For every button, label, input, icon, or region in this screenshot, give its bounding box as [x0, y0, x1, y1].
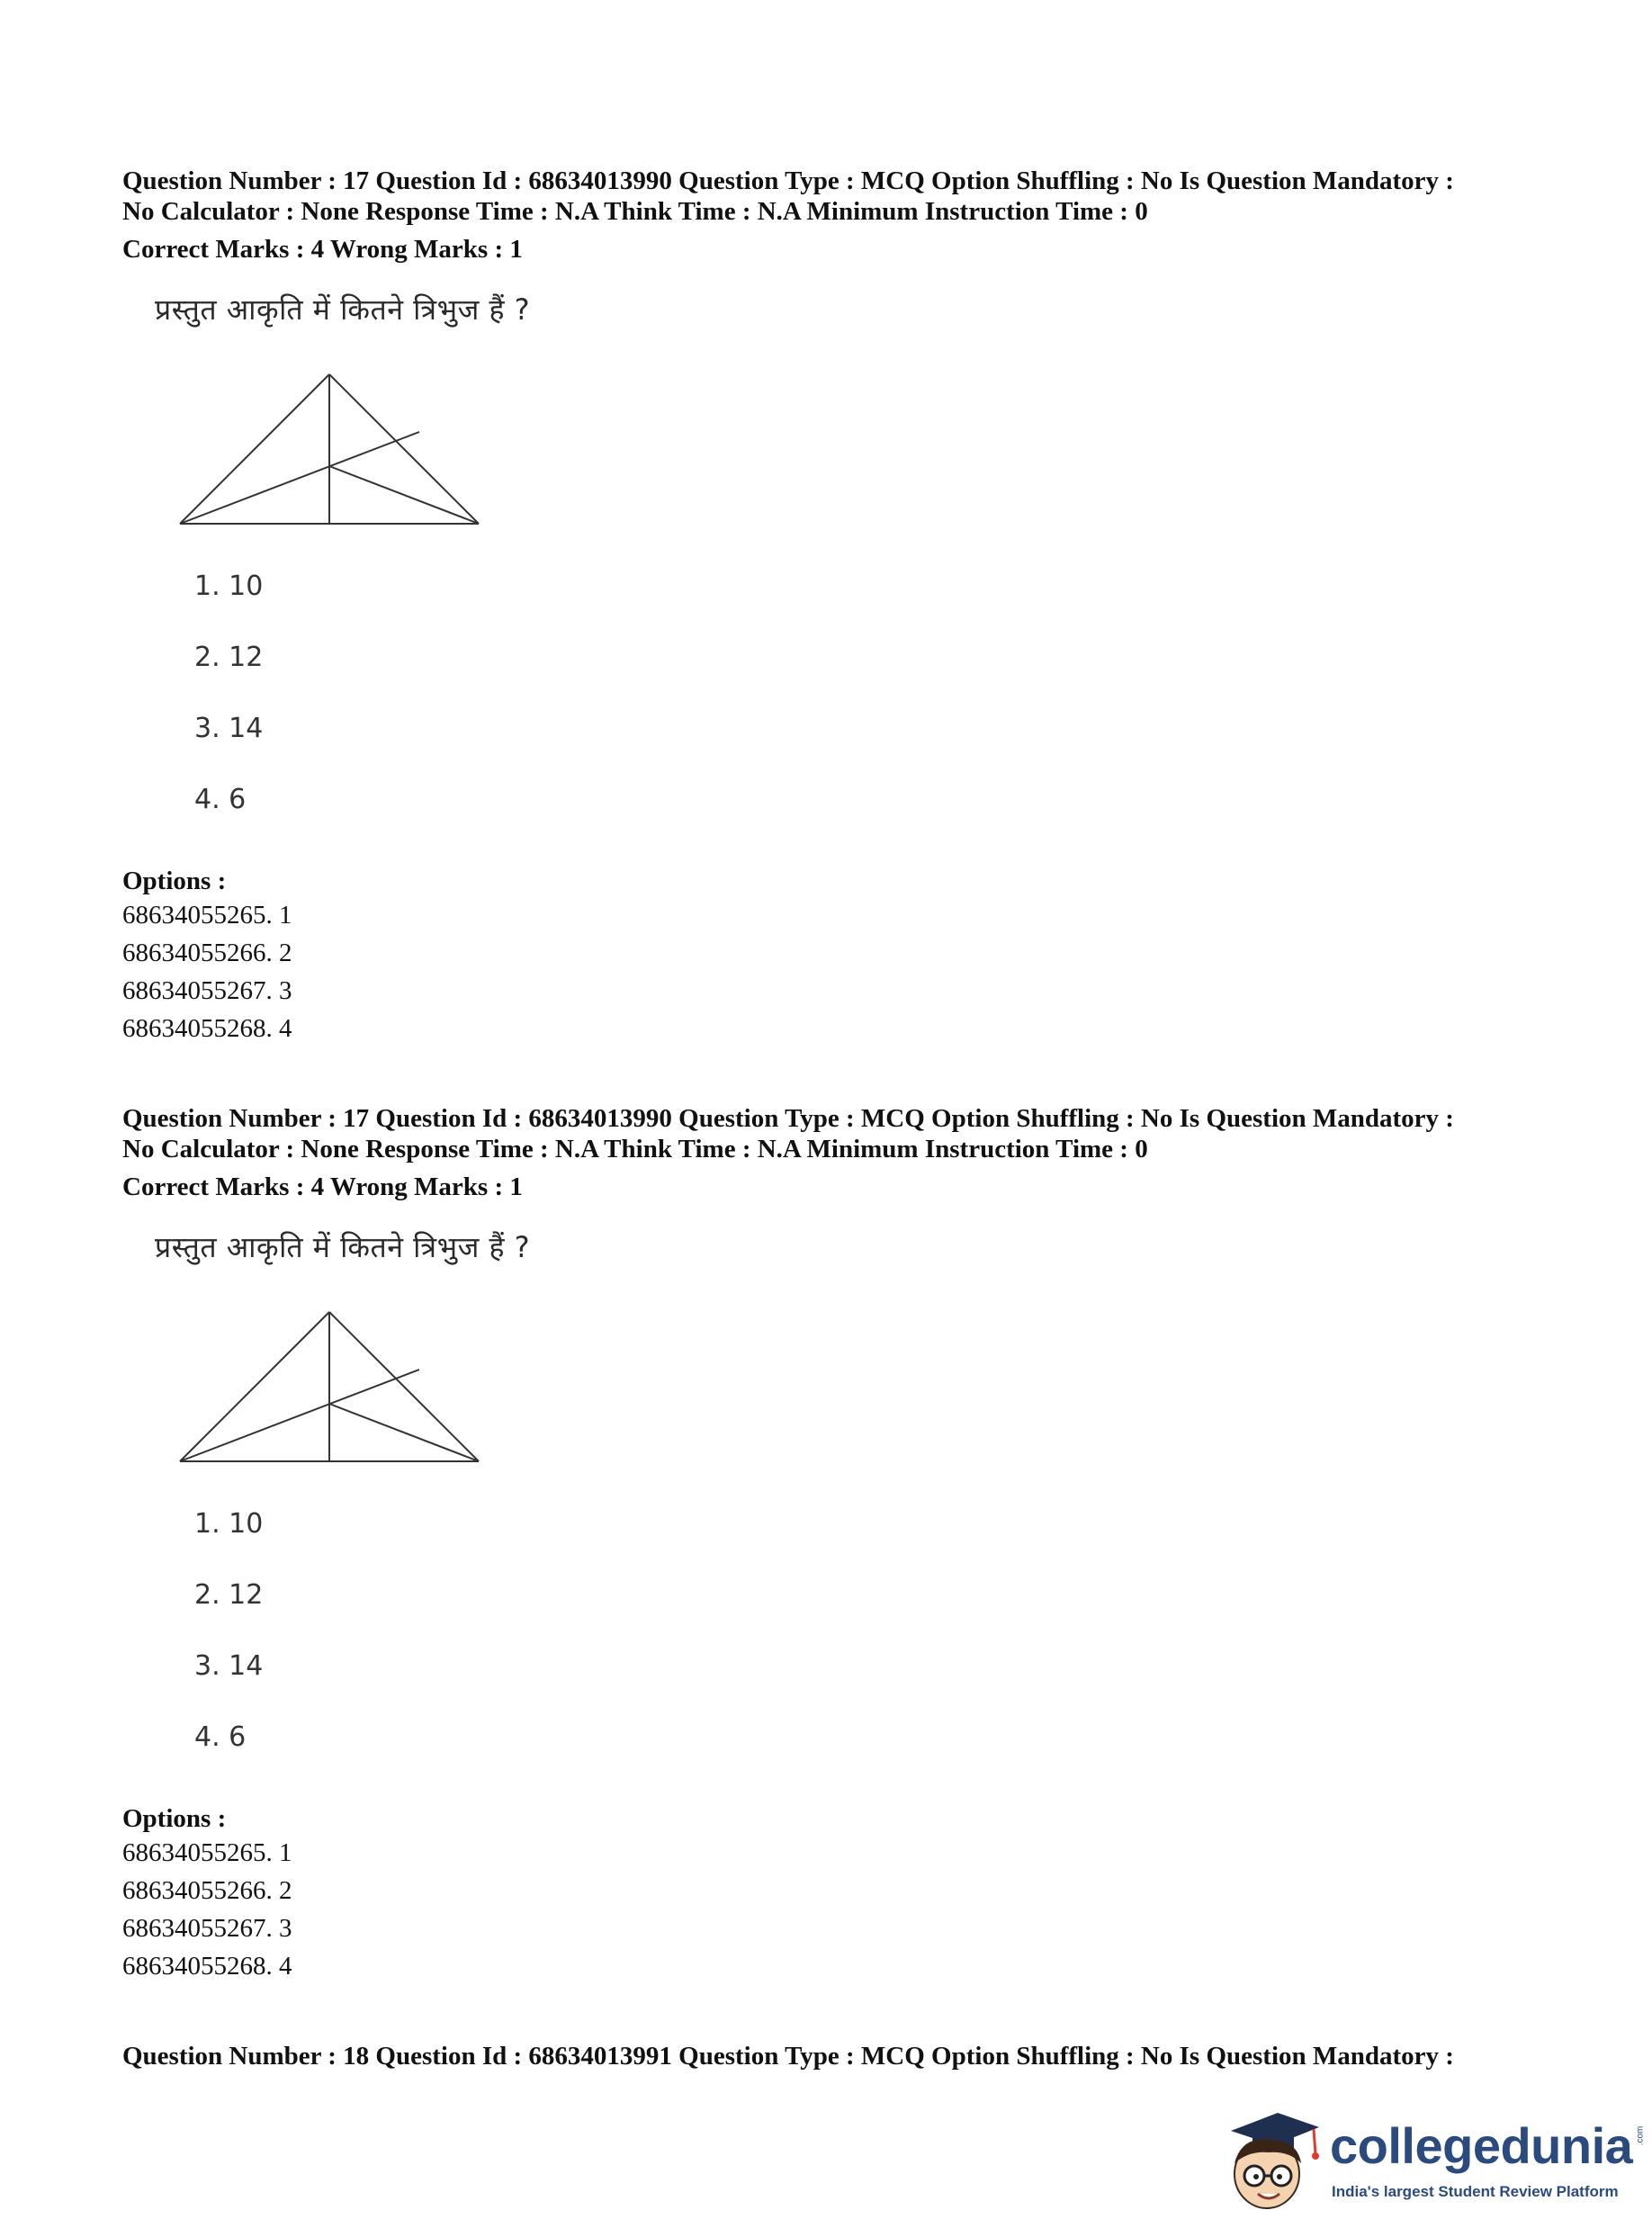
options-block [122, 1803, 1562, 1985]
question-text: प्रस्तुत आकृति में कितने त्रिभुज हैं ? [155, 1230, 531, 1264]
logo-suffix: .com [1635, 2125, 1646, 2146]
question-block [122, 2041, 1562, 2071]
question-image [122, 290, 626, 848]
triangle-edge-left [180, 1312, 329, 1461]
option-item: 68634055267. 3 [122, 976, 292, 1005]
question-meta-line: Question Number : 18 Question Id : 68634013991 Question Type : MCQ Option Shuffling : No Is Question Mandatory : [122, 2042, 1454, 2071]
question-meta-line: Question Number : 17 Question Id : 68634013990 Question Type : MCQ Option Shuffling : No Is Question Mandatory : [122, 1104, 1454, 1133]
triangle-cevian-right [329, 1404, 479, 1461]
choice-item: 2. 12 [194, 642, 264, 673]
option-item: 68634055268. 4 [122, 1014, 292, 1043]
option-item: 68634055266. 2 [122, 939, 292, 967]
options-block [122, 866, 1562, 1047]
choice-item: 1. 10 [194, 570, 264, 602]
logo-wordmark: collegedunia [1330, 2117, 1633, 2174]
question-meta-line: No Calculator : None Response Time : N.A Think Time : N.A Minimum Instruction Time : 0 [122, 1135, 1148, 1163]
triangle-cevian-left [180, 1370, 419, 1461]
options-heading: Options : [122, 867, 227, 895]
option-item: 68634055268. 4 [122, 1952, 292, 1981]
triangle-figure [176, 1299, 500, 1470]
choice-item: 1. 10 [194, 1508, 264, 1540]
triangle-edge-right [329, 374, 479, 524]
choice-list [194, 1506, 263, 1791]
choice-item: 4. 6 [194, 784, 247, 815]
triangle-cevian-left [180, 432, 419, 524]
logo-tagline: India's largest Student Review Platform [1332, 2183, 1619, 2200]
triangle-figure [176, 362, 500, 533]
option-item: 68634055266. 2 [122, 1876, 292, 1905]
triangle-edge-left [180, 374, 329, 524]
choice-item: 3. 14 [194, 713, 264, 744]
triangle-edge-right [329, 1312, 479, 1461]
mascot-icon [1215, 2100, 1323, 2217]
question-block [122, 166, 1562, 848]
option-item: 68634055267. 3 [122, 1914, 292, 1943]
option-item: 68634055265. 1 [122, 901, 292, 930]
marks-line: Correct Marks : 4 Wrong Marks : 1 [122, 1172, 523, 1201]
marks-line: Correct Marks : 4 Wrong Marks : 1 [122, 235, 523, 264]
question-block [122, 1103, 1562, 1785]
question-image [122, 1227, 626, 1785]
question-meta-line: Question Number : 17 Question Id : 68634013990 Question Type : MCQ Option Shuffling : No Is Question Mandatory : [122, 166, 1454, 195]
choice-item: 3. 14 [194, 1650, 264, 1682]
question-meta-line: No Calculator : None Response Time : N.A Think Time : N.A Minimum Instruction Time : 0 [122, 197, 1148, 226]
collegedunia-logo [1215, 2097, 1647, 2223]
choice-list [194, 569, 263, 853]
triangle-cevian-right [329, 466, 479, 524]
option-item: 68634055265. 1 [122, 1838, 292, 1867]
options-heading: Options : [122, 1804, 227, 1833]
question-text: प्रस्तुत आकृति में कितने त्रिभुज हैं ? [155, 292, 531, 327]
choice-item: 2. 12 [194, 1579, 264, 1611]
choice-item: 4. 6 [194, 1721, 247, 1753]
